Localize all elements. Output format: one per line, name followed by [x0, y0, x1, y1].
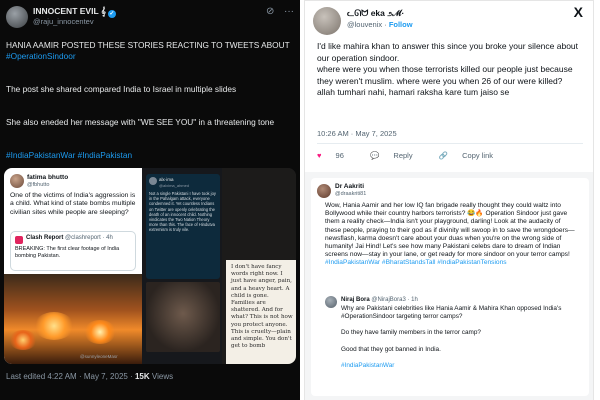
quoted-text: Not a single Pakistani I have took joy in the Pahalgam attack, everyone condemned it. Yet countless Indians on Twitter are openly celebrating the death of an innocent child. Nothing vindicates the Two Nation Theory more than this. The face of Hindutva extremism is truly vile. — [149, 191, 216, 233]
tweet-header — [6, 6, 296, 30]
author-name: fatima bhutto — [27, 174, 69, 181]
tweet-paragraph-1: HANIA AAMIR POSTED THESE STORIES REACTING TO TWEETS ABOUT #OperationSindoor — [6, 40, 290, 61]
nested-reply — [325, 296, 583, 392]
divider — [317, 143, 583, 144]
quote-text: BREAKING: The first clear footage of India bombing Pakistan. — [15, 246, 120, 259]
avatar[interactable] — [313, 7, 341, 35]
reply-button[interactable]: 💬 Reply — [369, 151, 413, 160]
author-name[interactable]: INNOCENT EVIL 𝄞 ✓ — [33, 6, 115, 17]
media-screenshot-middle — [142, 168, 222, 364]
media-screenshot-fatima — [4, 168, 142, 364]
grok-icon[interactable]: ⊘ — [266, 6, 275, 17]
nested-reply-text: Why are Pakistani celebrities like Hania Aamir & Mahira Khan opposed India's #OperationSindoor targeting terror camps? Do they have family members in the terror camp? Good that they got banned in India. #IndiaPakistanWar — [341, 305, 581, 378]
follow-button[interactable]: Follow — [388, 20, 413, 29]
media-screenshot-paper — [222, 168, 296, 364]
avatar — [10, 174, 24, 188]
hashtag-link[interactable]: #IndiaPakistanWar — [341, 361, 395, 369]
reply-text: Wow, Hania Aamir and her low IQ fan brigade really thought they could waltz into Bollywood while their country harbors terrorists? 😂🔥 Operation Sindoor just gave them a reality check—India isn't your playground, darling! Look at the audacity of these people, praying to their god as if divinity will swoop in to save the wrongdoers—newsflash, karma doesn't care about your duas when you're on the wrong side of humanity! Jai Hind! Let's see how many Pakistani celebs dare to dream of Indian screens now—stay in your lane, or get ready for more sindoor on your terror camps! #IndiaPakistanWar #BharatStandsTall #IndiaPakistanTensions — [325, 202, 575, 267]
tweet-timestamp[interactable]: 10:26 AM · May 7, 2025 — [317, 129, 397, 138]
author-handle: @fbhutto — [27, 182, 50, 188]
avatar[interactable] — [317, 184, 331, 198]
author-handle: @louvenix · Follow — [347, 20, 413, 29]
watermark-tag: @sunnyleoneMasr — [80, 354, 118, 359]
author-name[interactable]: ᓚᘏᗢ eka ೨ℳ· — [347, 8, 405, 18]
hashtag-link[interactable]: #IndiaPakistanWar #IndiaPakistan — [6, 150, 133, 160]
author-handle[interactable]: @raju_innocentev — [33, 17, 94, 26]
hashtag-link[interactable]: #IndiaPakistanWar #BharatStandsTall #IndiaPakistanTensions — [325, 259, 507, 267]
reply-thread-panel — [304, 172, 594, 400]
avatar[interactable] — [325, 296, 337, 308]
reply-icon: 💬 — [369, 151, 380, 160]
tweet-paragraph-2: The post she shared compared India to Israel in multiple slides — [6, 84, 237, 94]
child-photo — [146, 282, 220, 352]
right-tweet-panel — [304, 0, 594, 172]
tweet-text: I'd like mahira khan to answer this since you broke your silence about our operation sindoor. where were you when those terrorists killed our people just because they weren't muslim. where were you when 26 of our were killed? allah tumhari nahi, hamari raksha kare tum jaiso se — [317, 41, 579, 98]
author-name: alx·ima — [159, 177, 174, 182]
quoted-tweet — [146, 174, 220, 279]
like-button[interactable]: ♥ 96 — [317, 151, 344, 160]
more-options-icon[interactable]: ··· — [284, 6, 294, 17]
explosion-photo — [4, 274, 142, 364]
quote-source: Clash Report @clashreport · 4h — [26, 235, 113, 241]
copy-link-button[interactable]: 🔗 Copy link — [438, 151, 493, 160]
paper-note — [226, 260, 296, 364]
note-text: I don't have fancy words right now. I just have anger, pain, and a heavy heart. A child is gone. Families are shattered. And for what? This is not how you protect anyone. This is cruelty—plain and simple. You don't get to bomb — [231, 264, 293, 350]
tweet-meta: Last edited 4:22 AM · May 7, 2025 · 15K Views — [6, 372, 174, 381]
author-name[interactable]: Dr Aakriti — [335, 183, 365, 190]
avatar[interactable] — [6, 6, 28, 28]
quoted-text: One of the victims of India's aggression is a child. What kind of state bombs multiple civilian sites while people are sleeping? — [10, 192, 136, 216]
tweet-actions — [317, 151, 517, 160]
author-name[interactable]: Niraj Bora @NirajBora3 · 1h — [341, 297, 418, 303]
quoted-tweet — [10, 231, 136, 271]
tweet-paragraph-3: She also eneded her message with "WE SEE YOU" in a threatening tone — [6, 117, 275, 127]
x-logo-icon[interactable]: X — [573, 4, 583, 20]
clash-report-logo-icon — [15, 236, 23, 244]
hashtag-link[interactable]: #OperationSindoor — [6, 51, 76, 61]
link-icon: 🔗 — [438, 151, 449, 160]
tweet-media[interactable] — [4, 168, 296, 364]
heart-icon: ♥ — [317, 151, 322, 160]
avatar — [149, 177, 157, 185]
verified-badge-icon: ✓ — [109, 11, 115, 17]
author-handle: @alxima_ahmed — [159, 183, 190, 188]
view-count: 15K — [134, 372, 150, 381]
reply-card — [311, 178, 589, 396]
author-handle: @draakriti81 — [335, 191, 367, 197]
